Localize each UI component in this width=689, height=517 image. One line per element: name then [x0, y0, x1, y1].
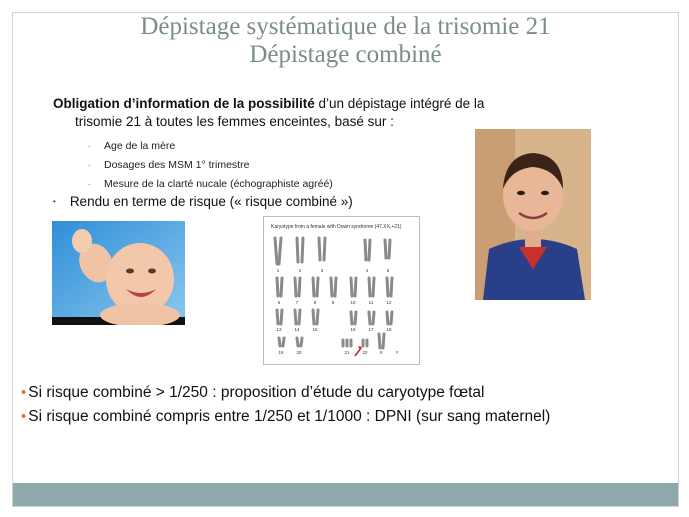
- svg-text:22: 22: [362, 350, 368, 355]
- dash-icon: -: [88, 179, 91, 189]
- svg-text:10: 10: [350, 300, 356, 305]
- svg-text:13: 13: [276, 327, 282, 332]
- svg-text:8: 8: [313, 300, 317, 305]
- intro-line2: trisomie 21 à toutes les femmes enceintes, basé sur :: [75, 114, 394, 129]
- man-photo: [475, 129, 591, 300]
- svg-text:21: 21: [344, 350, 350, 355]
- svg-text:15: 15: [312, 327, 318, 332]
- karyotype-figure: [263, 216, 420, 365]
- footer-bar: [13, 483, 678, 506]
- svg-text:19: 19: [278, 350, 284, 355]
- karyotype-title: Karyotype from a female with Down syndrome (47,XX,+21): [271, 224, 402, 230]
- intro-bold: Obligation d’information de la possibilité: [53, 96, 315, 111]
- svg-text:2: 2: [298, 268, 302, 273]
- svg-text:1: 1: [276, 268, 280, 273]
- svg-text:12: 12: [386, 300, 392, 305]
- conclusion-item: • Si risque combiné compris entre 1/250 et 1/1000 : DPNI (sur sang maternel): [21, 408, 551, 425]
- svg-text:X: X: [379, 350, 383, 355]
- svg-text:6: 6: [277, 300, 281, 305]
- criteria-item: - Mesure de la clarté nucale (échographiste agréé): [88, 175, 333, 194]
- svg-text:18: 18: [386, 327, 392, 332]
- svg-text:Y: Y: [395, 350, 399, 355]
- slide-subtitle: Dépistage combiné: [249, 41, 442, 68]
- svg-text:17: 17: [368, 327, 374, 332]
- svg-text:5: 5: [386, 268, 390, 273]
- baby-photo: [52, 221, 185, 325]
- conclusion-list: [21, 381, 550, 429]
- svg-text:7: 7: [295, 300, 299, 305]
- svg-text:3: 3: [320, 268, 324, 273]
- svg-text:11: 11: [368, 300, 374, 305]
- bullet-dot-icon: •: [53, 197, 56, 206]
- svg-text:9: 9: [331, 300, 335, 305]
- risk-line: • Rendu en terme de risque (« risque combiné »): [53, 194, 353, 209]
- criteria-item: - Dosages des MSM 1° trimestre: [88, 156, 333, 175]
- criteria-list: [88, 137, 333, 194]
- intro-paragraph: [53, 95, 573, 131]
- svg-text:16: 16: [350, 327, 356, 332]
- conclusion-item: • Si risque combiné > 1/250 : proposition d’étude du caryotype fœtal: [21, 384, 485, 401]
- bullet-dot-icon: •: [21, 384, 27, 401]
- svg-text:4: 4: [365, 268, 369, 273]
- svg-text:14: 14: [294, 327, 300, 332]
- criteria-item: - Age de la mère: [88, 137, 333, 156]
- dash-icon: -: [88, 141, 91, 151]
- slide: [12, 12, 679, 507]
- dash-icon: -: [88, 160, 91, 170]
- intro-rest: d’un dépistage intégré de la: [314, 96, 485, 111]
- slide-title: Dépistage systématique de la trisomie 21: [140, 13, 551, 40]
- bullet-dot-icon: •: [21, 408, 27, 425]
- svg-text:20: 20: [296, 350, 302, 355]
